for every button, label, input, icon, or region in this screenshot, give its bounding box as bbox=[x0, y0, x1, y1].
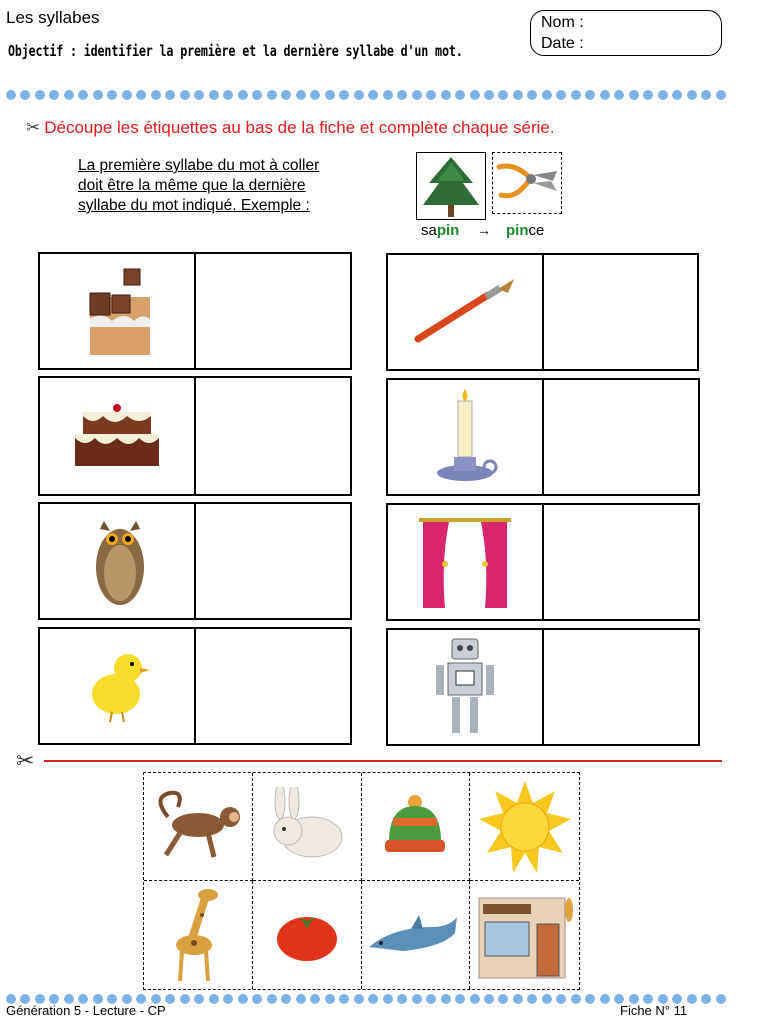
separator-dot bbox=[687, 994, 697, 1004]
rule-line-2: doit être la même que la dernière bbox=[78, 177, 306, 194]
separator-dot bbox=[122, 90, 132, 100]
series-left-1 bbox=[38, 252, 352, 370]
separator-dot bbox=[78, 90, 88, 100]
cut-labels-grid bbox=[143, 772, 580, 990]
separator-dot bbox=[513, 90, 523, 100]
separator-dot bbox=[281, 90, 291, 100]
separator-dot bbox=[614, 90, 624, 100]
series-right-3 bbox=[386, 503, 700, 621]
monkey-icon bbox=[148, 787, 248, 867]
separator-dot bbox=[687, 90, 697, 100]
separator-dot bbox=[701, 90, 711, 100]
cake-icon bbox=[69, 396, 165, 476]
arrow-icon: → bbox=[477, 222, 491, 238]
separator-dot bbox=[470, 994, 480, 1004]
rabbit-icon bbox=[262, 787, 352, 867]
name-date-box bbox=[530, 10, 722, 56]
candle-icon bbox=[430, 387, 500, 487]
separator-dot bbox=[310, 90, 320, 100]
separator-dot bbox=[223, 90, 233, 100]
curtains-image bbox=[388, 505, 544, 619]
separator-dot bbox=[20, 90, 30, 100]
separator-dot bbox=[93, 90, 103, 100]
answer-slot[interactable] bbox=[544, 630, 698, 744]
separator-dot bbox=[397, 994, 407, 1004]
label-giraffe[interactable] bbox=[144, 881, 253, 989]
separator-dot bbox=[470, 90, 480, 100]
separator-dot bbox=[484, 994, 494, 1004]
separator-dot bbox=[180, 994, 190, 1004]
separator-dot bbox=[701, 994, 711, 1004]
rule-line-1: La première syllabe du mot à coller bbox=[78, 157, 320, 174]
chick-image bbox=[40, 629, 196, 743]
syllable-pin: pin bbox=[436, 222, 460, 239]
name-label: Nom : bbox=[541, 14, 584, 31]
separator-dot bbox=[643, 90, 653, 100]
separator-dot bbox=[325, 994, 335, 1004]
separator-dot bbox=[223, 994, 233, 1004]
separator-dot bbox=[296, 994, 306, 1004]
example-word-2 bbox=[506, 222, 544, 239]
separator-dot bbox=[194, 994, 204, 1004]
separator-dot bbox=[209, 994, 219, 1004]
separator-dot bbox=[383, 90, 393, 100]
separator-dot bbox=[64, 90, 74, 100]
series-left-2 bbox=[38, 376, 352, 496]
giraffe-icon bbox=[158, 885, 238, 985]
separator-dot bbox=[296, 90, 306, 100]
separator-dot bbox=[281, 994, 291, 1004]
separator-dot bbox=[441, 90, 451, 100]
paintbrush-image bbox=[388, 255, 544, 369]
wool-hat-icon bbox=[375, 792, 455, 862]
separator-dot bbox=[383, 994, 393, 1004]
answer-slot[interactable] bbox=[196, 629, 350, 743]
separator-dot bbox=[455, 90, 465, 100]
scissors-icon: ✂ bbox=[16, 748, 35, 773]
separator-dot bbox=[354, 90, 364, 100]
separator-dot bbox=[209, 90, 219, 100]
rule-line-3: syllabe du mot indiqué. Exemple : bbox=[78, 197, 310, 214]
fir-tree-icon bbox=[417, 153, 485, 219]
separator-dot bbox=[325, 90, 335, 100]
separator-dot bbox=[165, 90, 175, 100]
separator-dot bbox=[180, 90, 190, 100]
separator-dot bbox=[716, 994, 726, 1004]
example-word-1 bbox=[421, 222, 459, 239]
instruction bbox=[26, 118, 555, 138]
separator-dot bbox=[498, 994, 508, 1004]
candle-image bbox=[388, 380, 544, 494]
separator-dot bbox=[412, 994, 422, 1004]
page-title: Les syllabes bbox=[6, 8, 100, 27]
syllable-sa: sa bbox=[421, 222, 437, 239]
separator-dot bbox=[397, 90, 407, 100]
bakery-icon bbox=[475, 890, 575, 980]
chocolate-image bbox=[40, 254, 196, 368]
sun-icon bbox=[477, 779, 573, 875]
separator-dot bbox=[238, 90, 248, 100]
separator-dot bbox=[194, 90, 204, 100]
separator-dot bbox=[35, 90, 45, 100]
answer-slot[interactable] bbox=[196, 378, 350, 494]
separator-dot bbox=[571, 994, 581, 1004]
separator-dot bbox=[310, 994, 320, 1004]
separator-dot bbox=[441, 994, 451, 1004]
separator-dot bbox=[556, 994, 566, 1004]
answer-slot[interactable] bbox=[544, 505, 698, 619]
chick-icon bbox=[82, 648, 152, 724]
separator-dot bbox=[498, 90, 508, 100]
separator-dot bbox=[238, 994, 248, 1004]
syllable-pin-2: pin bbox=[506, 222, 529, 239]
separator-dot bbox=[49, 90, 59, 100]
separator-dot bbox=[368, 90, 378, 100]
separator-dot bbox=[672, 90, 682, 100]
answer-slot[interactable] bbox=[196, 254, 350, 368]
label-tomato[interactable] bbox=[253, 881, 362, 989]
label-wool-hat[interactable] bbox=[362, 773, 471, 881]
cake-image bbox=[40, 378, 196, 494]
separator-dot bbox=[513, 994, 523, 1004]
separator-dot bbox=[426, 90, 436, 100]
label-dolphin[interactable] bbox=[362, 881, 471, 989]
series-right-4 bbox=[386, 628, 700, 746]
tomato-icon bbox=[272, 905, 342, 965]
dolphin-icon bbox=[363, 905, 467, 965]
cut-line bbox=[44, 760, 722, 762]
fir-tree-image bbox=[416, 152, 486, 220]
separator-dot bbox=[585, 90, 595, 100]
separator-dot bbox=[527, 994, 537, 1004]
separator-dot bbox=[426, 994, 436, 1004]
separator-dot bbox=[165, 994, 175, 1004]
separator-dot bbox=[629, 90, 639, 100]
separator-dot bbox=[339, 90, 349, 100]
pliers-image bbox=[492, 152, 562, 214]
label-sun[interactable] bbox=[470, 773, 579, 881]
answer-slot[interactable] bbox=[196, 504, 350, 618]
separator-dot bbox=[716, 90, 726, 100]
series-right-1 bbox=[386, 253, 699, 371]
footer-right: Fiche N° 11 bbox=[620, 1003, 688, 1018]
instruction-text: Découpe les étiquettes au bas de la fiche et complète chaque série. bbox=[44, 118, 555, 137]
pliers-icon bbox=[493, 153, 561, 211]
separator-dot bbox=[136, 90, 146, 100]
rule-text bbox=[78, 156, 319, 216]
answer-slot[interactable] bbox=[544, 255, 698, 369]
separator-dot bbox=[412, 90, 422, 100]
owl-image bbox=[40, 504, 196, 618]
objective-text: Objectif : identifier la première et la dernière syllabe d'un mot. bbox=[8, 42, 463, 60]
dotted-separator-top bbox=[6, 90, 726, 102]
paintbrush-icon bbox=[410, 277, 520, 347]
separator-dot bbox=[151, 90, 161, 100]
separator-dot bbox=[368, 994, 378, 1004]
owl-icon bbox=[82, 511, 152, 611]
label-monkey[interactable] bbox=[144, 773, 253, 881]
separator-dot bbox=[252, 994, 262, 1004]
robot-icon bbox=[430, 635, 500, 739]
scissors-icon: ✂ bbox=[26, 118, 41, 137]
chocolate-icon bbox=[82, 263, 152, 359]
curtains-icon bbox=[415, 512, 515, 612]
robot-image bbox=[388, 630, 544, 744]
separator-dot bbox=[6, 90, 16, 100]
separator-dot bbox=[267, 994, 277, 1004]
separator-dot bbox=[107, 90, 117, 100]
separator-dot bbox=[354, 994, 364, 1004]
separator-dot bbox=[252, 90, 262, 100]
series-right-2 bbox=[386, 378, 700, 496]
separator-dot bbox=[542, 90, 552, 100]
separator-dot bbox=[658, 90, 668, 100]
series-left-3 bbox=[38, 502, 352, 620]
answer-slot[interactable] bbox=[544, 380, 698, 494]
separator-dot bbox=[600, 994, 610, 1004]
separator-dot bbox=[527, 90, 537, 100]
separator-dot bbox=[585, 994, 595, 1004]
label-bakery[interactable] bbox=[470, 881, 579, 989]
footer-left: Génération 5 - Lecture - CP bbox=[6, 1003, 166, 1018]
separator-dot bbox=[600, 90, 610, 100]
separator-dot bbox=[484, 90, 494, 100]
separator-dot bbox=[267, 90, 277, 100]
separator-dot bbox=[542, 994, 552, 1004]
date-label: Date : bbox=[541, 35, 584, 52]
series-left-4 bbox=[38, 627, 352, 745]
label-rabbit[interactable] bbox=[253, 773, 362, 881]
separator-dot bbox=[571, 90, 581, 100]
separator-dot bbox=[455, 994, 465, 1004]
separator-dot bbox=[339, 994, 349, 1004]
syllable-ce: ce bbox=[528, 222, 545, 239]
separator-dot bbox=[556, 90, 566, 100]
